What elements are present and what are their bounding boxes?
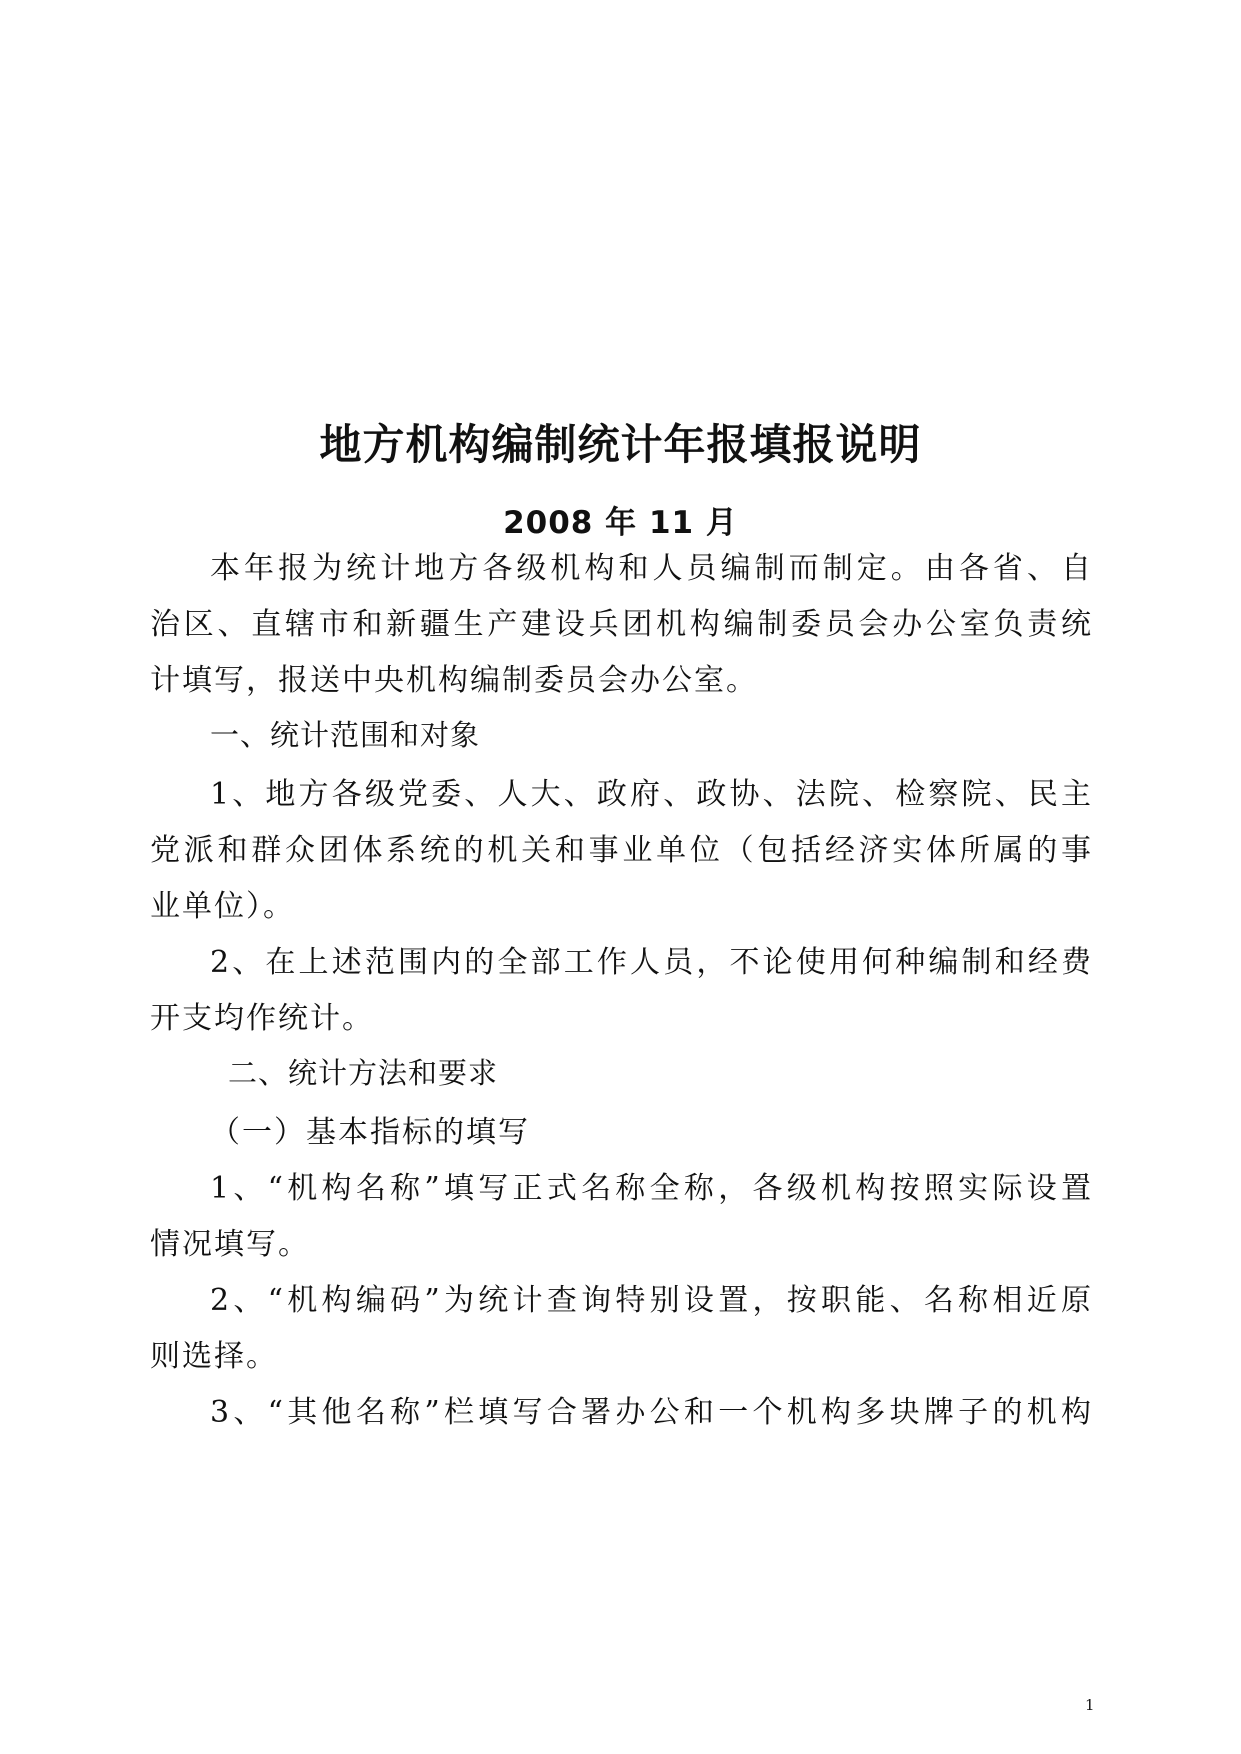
paragraph-line: 1、“机构名称”填写正式名称全称，各级机构按照实际设置: [210, 1171, 1093, 1206]
paragraph-line: 本年报为统计地方各级机构和人员编制而制定。由各省、自: [210, 551, 1093, 586]
paragraph-line: 则选择。: [150, 1339, 278, 1374]
page-number: 1: [1085, 1696, 1095, 1714]
paragraph-line: 计填写，报送中央机构编制委员会办公室。: [150, 663, 758, 698]
section-heading: 二、统计方法和要求: [228, 1056, 499, 1090]
paragraph-line: 情况填写。: [150, 1227, 310, 1262]
paragraph-line: 治区、直辖市和新疆生产建设兵团机构编制委员会办公室负责统: [150, 607, 1093, 642]
paragraph-line: 党派和群众团体系统的机关和事业单位（包括经济实体所属的事: [150, 833, 1093, 868]
paragraph-line: 开支均作统计。: [150, 1001, 374, 1036]
subsection-heading: （一）基本指标的填写: [210, 1115, 530, 1150]
paragraph-line: 2、“机构编码”为统计查询特别设置，按职能、名称相近原: [210, 1283, 1093, 1318]
section-heading: 一、统计范围和对象: [210, 718, 481, 752]
paragraph-line: 3、“其他名称”栏填写合署办公和一个机构多块牌子的机构: [210, 1395, 1093, 1430]
paragraph-line: 业单位）。: [150, 889, 295, 924]
paragraph-line: 2、在上述范围内的全部工作人员，不论使用何种编制和经费: [210, 945, 1093, 980]
paragraph-line: 1、地方各级党委、人大、政府、政协、法院、检察院、民主: [210, 777, 1093, 812]
document-date: 2008 年 11 月: [503, 505, 738, 541]
document-title: 地方机构编制统计年报填报说明: [319, 420, 922, 469]
